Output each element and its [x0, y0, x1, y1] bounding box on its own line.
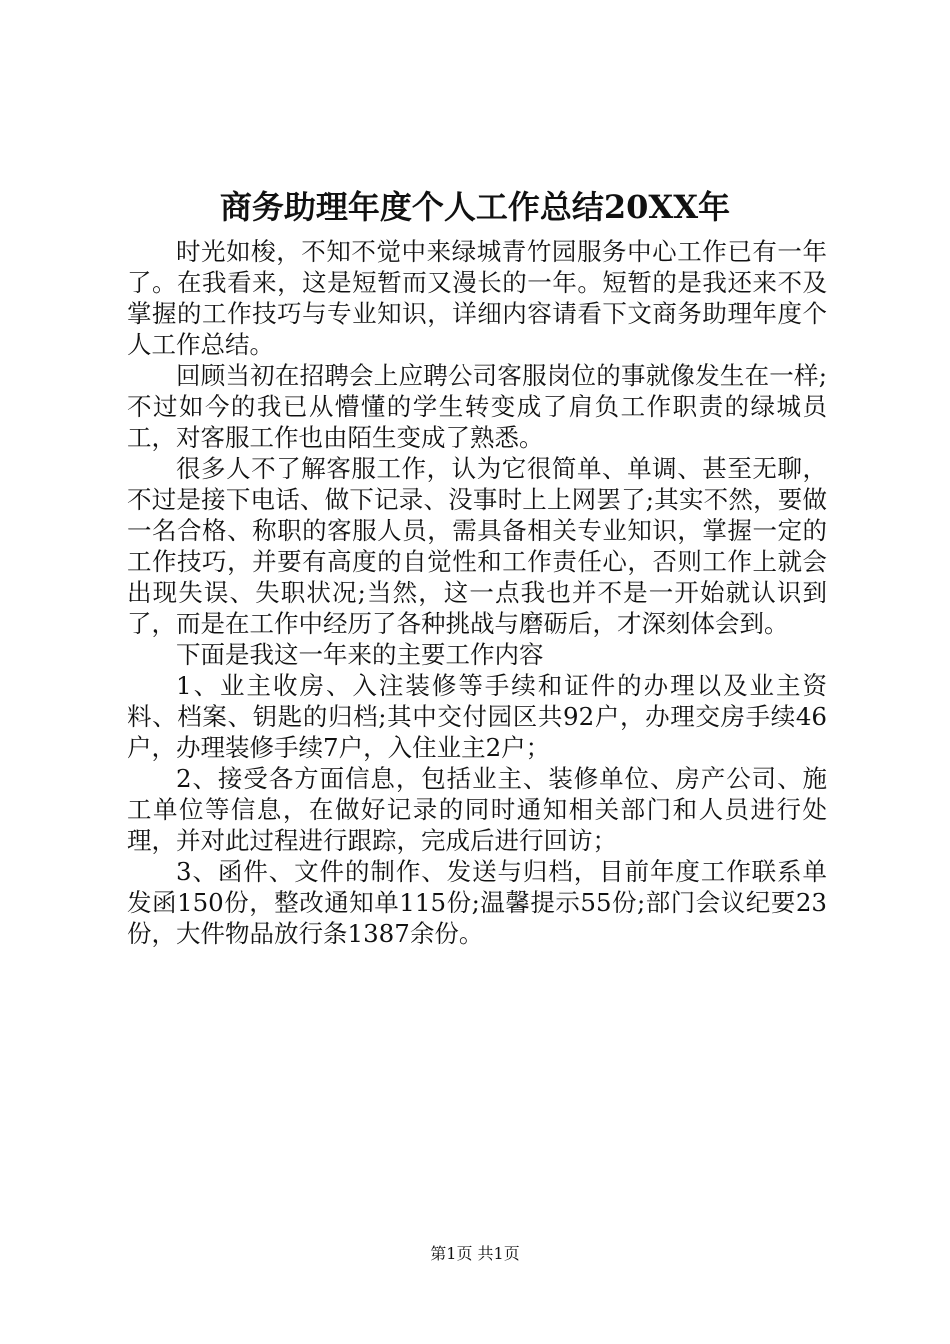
document-title: 商务助理年度个人工作总结20XX年 — [219, 188, 731, 226]
paragraph-item-2: 2、接受各方面信息，包括业主、装修单位、房产公司、施工单位等信息，在做好记录的同时通知相关部门和人员进行处理，并对此过程进行跟踪，完成后进行回访； — [127, 764, 827, 855]
paragraph-customer-service: 很多人不了解客服工作，认为它很简单、单调、甚至无聊，不过是接下电话、做下记录、没事时上上网罢了;其实不然，要做一名合格、称职的客服人员，需具备相关专业知识，掌握一定的工作技巧，并要有高度的自觉性和工作责任心，否则工作上就会出现失误、失职状况;当然，这一点我也并不是一开始就认识到了，而是在工作中经历了各种挑战与磨砺后，才深刻体会到。 — [127, 454, 827, 638]
paragraph-intro: 时光如梭，不知不觉中来绿城青竹园服务中心工作已有一年了。在我看来，这是短暂而又漫长的一年。短暂的是我还来不及掌握的工作技巧与专业知识，详细内容请看下文商务助理年度个人工作总结。 — [127, 237, 827, 359]
paragraph-work-heading: 下面是我这一年来的主要工作内容 — [176, 640, 544, 669]
paragraph-item-1: 1、业主收房、入注装修等手续和证件的办理以及业主资料、档案、钥匙的归档;其中交付园区共92户，办理交房手续46户，办理装修手续7户，入住业主2户； — [127, 671, 827, 762]
paragraph-review: 回顾当初在招聘会上应聘公司客服岗位的事就像发生在一样;不过如今的我已从懵懂的学生转变成了肩负工作职责的绿城员工，对客服工作也由陌生变成了熟悉。 — [127, 361, 827, 452]
page-footer: 第1页 共1页 — [430, 1244, 520, 1263]
paragraph-item-3: 3、函件、文件的制作、发送与归档，目前年度工作联系单发函150份，整改通知单115份;温馨提示55份;部门会议纪要23份，大件物品放行条1387余份。 — [127, 857, 827, 948]
document-body — [127, 236, 827, 949]
